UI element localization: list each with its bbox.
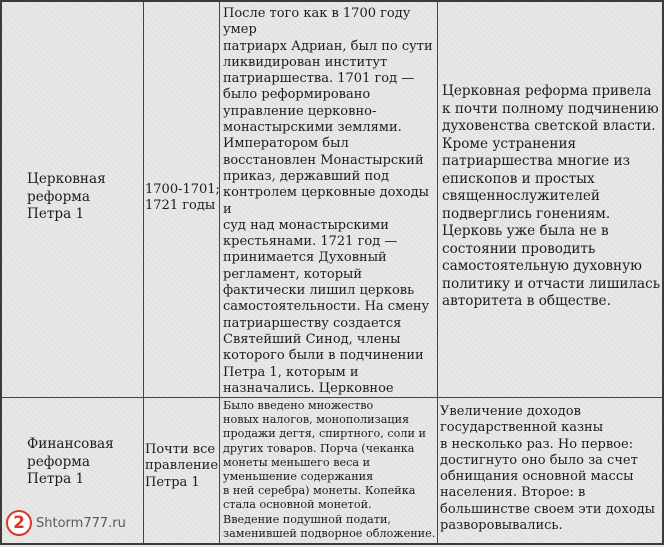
watermark-text: Shtorm777.ru bbox=[36, 515, 126, 531]
reform-name-cell: Финансовая реформа Петра 1 bbox=[27, 436, 114, 487]
dates-cell: Почти все правление Петра 1 bbox=[145, 442, 219, 490]
watermark-number: 2 bbox=[6, 510, 32, 536]
dates-cell: 1700-1701; 1721 годы bbox=[145, 182, 220, 214]
results-cell: Увеличение доходов государственной казны в несколько раз. Но первое: достигнуто оно было за счет обнищания основной массы населения. Второе: в большинстве своем эти доходы разворовывались. bbox=[440, 404, 655, 534]
content-cell: Было введено множество новых налогов, монополизация продажи дегтя, спиртного, соли и других товаров. Порча (чеканка монеты меньшего веса и уменьшение содержания в ней серебра) монеты. Копейка стала основной монетой. Введение подушной подати, заменившей подворное обложение. bbox=[223, 399, 436, 540]
results-cell: Церковная реформа привела к почти полному подчинению духовенства светской власти. Кроме устранения патриаршества многие из епископов и простых священнослужителей подверглись гонениям. Церковь уже была не в состоянии проводить самостоятельную духовную политику и отчасти лишилась авторитета в обществе. bbox=[442, 83, 661, 309]
watermark-logo bbox=[6, 510, 126, 536]
reform-name-cell: Церковная реформа Петра 1 bbox=[27, 171, 106, 222]
content-cell: После того как в 1700 году умер патриарх Адриан, был по сути ликвидирован институт патриаршества. 1701 год — было реформировано управление церковно- монастырскими землями. Императором был восстановлен Монастырский приказ, державший под контролем церковные доходы и суд над монастырскими крестьянами. 1721 год — принимается Духовный регламент, который фактически лишил церковь самостоятельности. На смену патриаршеству создается Святейший Синод, члены которого были в подчинении Петра 1, которым и назначались. Церковное bbox=[223, 6, 433, 396]
table-row bbox=[2, 2, 664, 397]
